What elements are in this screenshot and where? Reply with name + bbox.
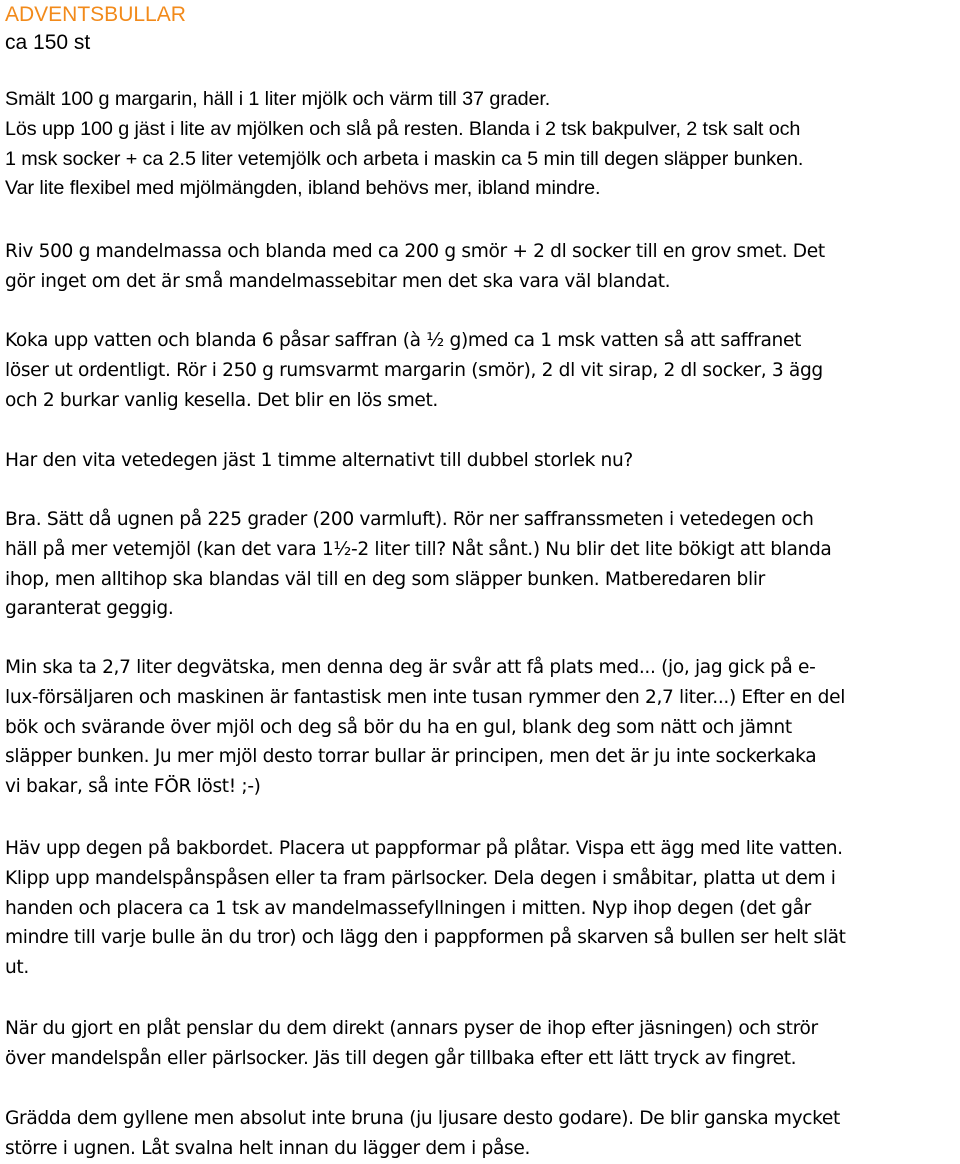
paragraph-almond-filling: Riv 500 g mandelmassa och blanda med ca 200 g smör + 2 dl socker till en grov smet. Det gör inget om det är små mandelmassebitar men det ska vara väl blandat. xyxy=(5,241,825,292)
paragraph-saffron-mix: Koka upp vatten och blanda 6 påsar saffran (à ½ g)med ca 1 msk vatten så att saffranet löser ut ordentligt. Rör i 250 g rumsvarmt margarin (smör), 2 dl vit sirap, 2 dl socker, 3 ägg och 2 burkar vanlig kesella. Det blir en lös smet. xyxy=(5,330,823,411)
paragraph-machine-note: Min ska ta 2,7 liter degvätska, men denna deg är svår att få plats med... (jo, jag gick på e- lux-försäljaren och maskinen är fantastisk men inte tusan rymmer den 2,7 liter...) Efter en del bök och svärande över mjöl och deg så bör du ha en gul, blank deg som nätt och jämnt släpper bunken. Ju mer mjöl desto torrar bullar är principen, men det är ju inte sockerkaka vi bakar, så inte FÖR löst! ;-) xyxy=(5,657,846,798)
recipe-yield: ca 150 st xyxy=(5,31,91,54)
recipe-page xyxy=(5,0,957,1159)
paragraph-baking: Grädda dem gyllene men absolut inte bruna (ju ljusare desto godare). De blir ganska mycket större i ugnen. Låt svalna helt innan du lägger dem i påse. xyxy=(5,1108,840,1159)
recipe-title: ADVENTSBULLAR xyxy=(5,3,186,26)
paragraph-wheat-dough: Smält 100 g margarin, häll i 1 liter mjölk och värm till 37 grader. Lös upp 100 g jäst i lite av mjölken och slå på resten. Blanda i 2 tsk bakpulver, 2 tsk salt och 1 msk socker + ca 2.5 liter vetemjölk och arbeta i maskin ca 5 min till degen släpper bunken. Var lite flexibel med mjölmängden, ibland behövs mer, ibland mindre. xyxy=(5,88,804,200)
paragraph-dough-rise: Har den vita vetedegen jäst 1 timme alternativt till dubbel storlek nu? xyxy=(5,450,633,471)
paragraph-shaping: Häv upp degen på bakbordet. Placera ut pappformar på plåtar. Vispa ett ägg med lite vatten. Klipp upp mandelspånspåsen eller ta fram pärlsocker. Dela degen i småbitar, platta ut dem i handen och placera ca 1 tsk av mandelmassefyllningen i mitten. Nyp ihop degen (det går mindre till varje bulle än du tror) och lägg den i pappformen på skarven så bullen ser helt slät ut. xyxy=(5,838,846,979)
paragraph-oven-mixing: Bra. Sätt då ugnen på 225 grader (200 varmluft). Rör ner saffranssmeten i vetedegen och häll på mer vetemjöl (kan det vara 1½-2 liter till? Nåt sånt.) Nu blir det lite bökigt att blanda ihop, men alltihop ska blandas väl till en deg som släpper bunken. Matberedaren blir garanterat geggig. xyxy=(5,509,832,620)
paragraph-brushing: När du gjort en plåt penslar du dem direkt (annars pyser de ihop efter jäsningen) och strör över mandelspån eller pärlsocker. Jäs till degen går tillbaka efter ett lätt tryck av fingret. xyxy=(5,1018,818,1069)
